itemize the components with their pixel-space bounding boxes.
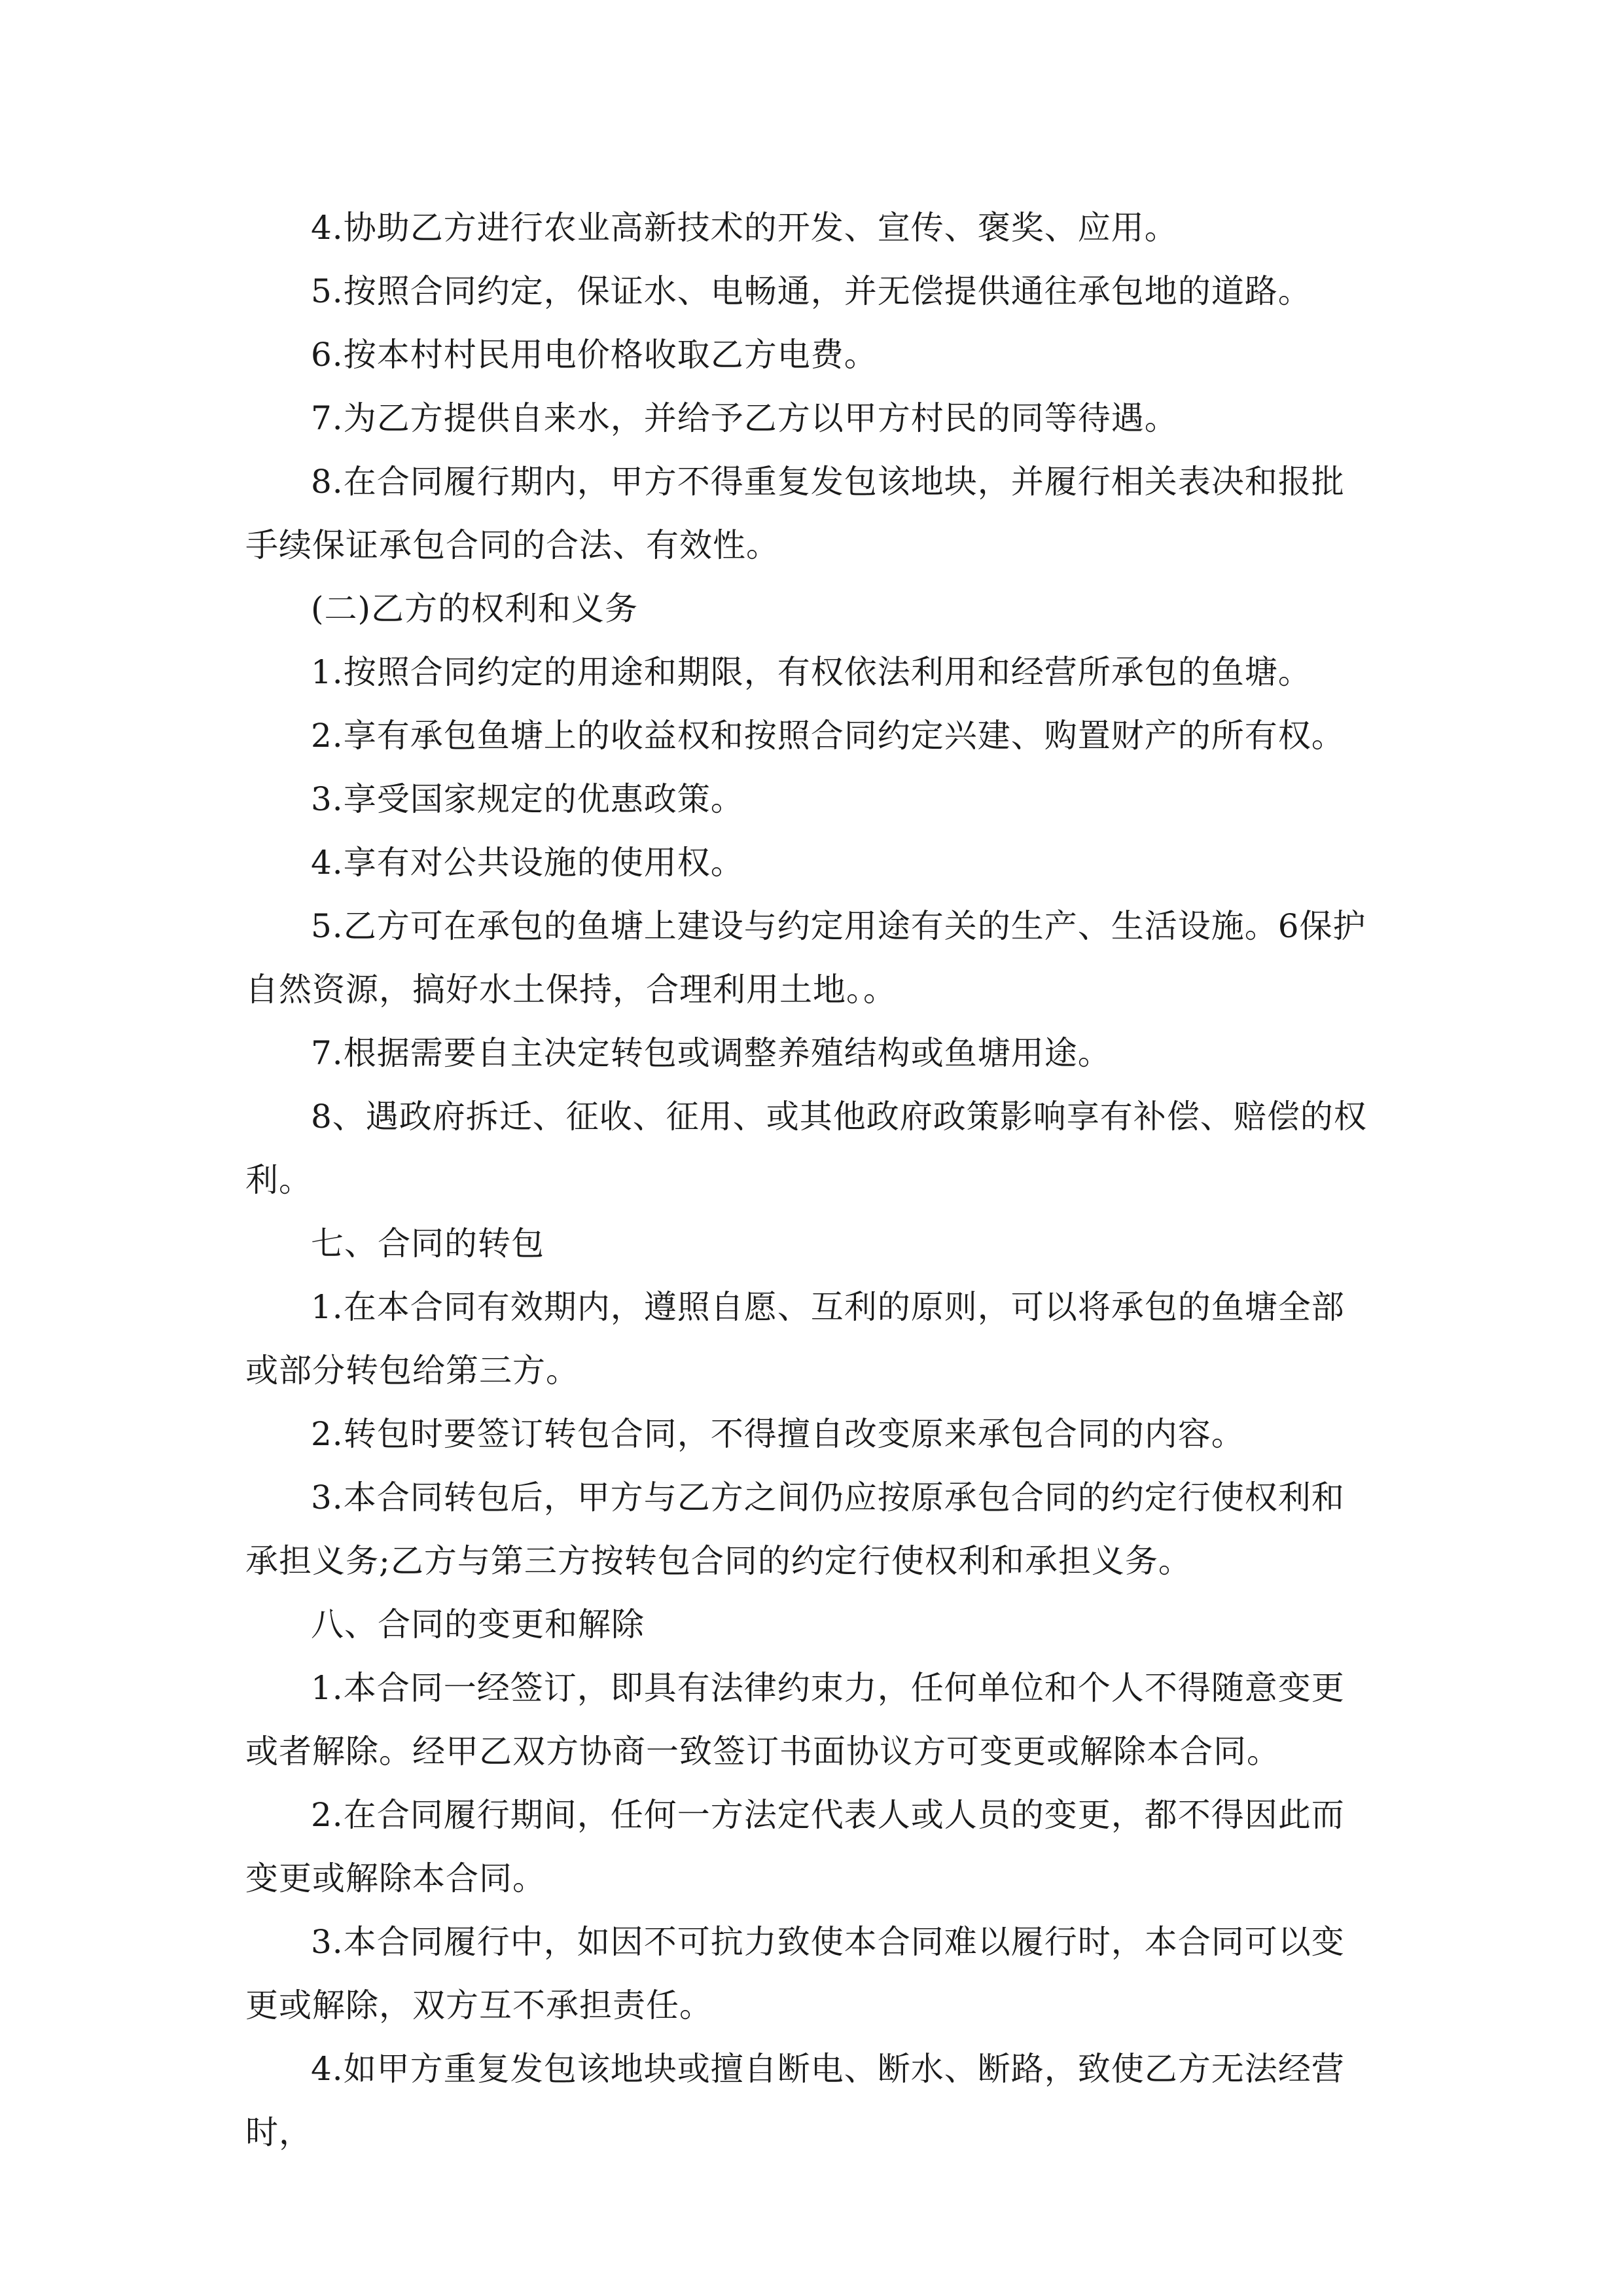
paragraph: 6.按本村村民用电价格收取乙方电费。 [311, 336, 878, 374]
paragraph: 3.享受国家规定的优惠政策。 [311, 780, 744, 818]
paragraph: 5.乙方可在承包的鱼塘上建设与约定用途有关的生产、生活设施。6保护自然资源，搞好水土保持，合理利用土地。。 [245, 907, 1366, 1009]
paragraph: 3.本合同转包后，甲方与乙方之间仍应按原承包合同的约定行使权利和承担义务;乙方与第三方按转包合同的约定行使权利和承担义务。 [245, 1479, 1345, 1580]
paragraph: 2.享有承包鱼塘上的收益权和按照合同约定兴建、购置财产的所有权。 [311, 717, 1345, 755]
paragraph: 7.为乙方提供自来水，并给予乙方以甲方村民的同等待遇。 [311, 399, 1178, 437]
section-heading: (二)乙方的权利和义务 [311, 590, 639, 628]
paragraph: 4.如甲方重复发包该地块或擅自断电、断水、断路，致使乙方无法经营时， [245, 2050, 1345, 2151]
paragraph: 2.转包时要签订转包合同，不得擅自改变原来承包合同的内容。 [311, 1415, 1245, 1453]
paragraph: 8.在合同履行期内，甲方不得重复发包该地块，并履行相关表决和报批手续保证承包合同的合法、有效性。 [245, 463, 1345, 564]
paragraph: 3.本合同履行中，如因不可抗力致使本合同难以履行时，本合同可以变更或解除，双方互不承担责任。 [245, 1923, 1345, 2024]
paragraph: 1.在本合同有效期内，遵照自愿、互利的原则，可以将承包的鱼塘全部或部分转包给第三方。 [245, 1288, 1345, 1390]
paragraph: 2.在合同履行期间，任何一方法定代表人或人员的变更，都不得因此而变更或解除本合同。 [245, 1796, 1345, 1897]
paragraph: 4.享有对公共设施的使用权。 [311, 844, 744, 882]
paragraph: 5.按照合同约定，保证水、电畅通，并无偿提供通往承包地的道路。 [311, 272, 1311, 310]
paragraph: 7.根据需要自主决定转包或调整养殖结构或鱼塘用途。 [311, 1034, 1111, 1072]
paragraph: 1.按照合同约定的用途和期限，有权依法利用和经营所承包的鱼塘。 [311, 653, 1311, 691]
section-heading: 七、合同的转包 [311, 1225, 544, 1263]
paragraph: 8、遇政府拆迁、征收、征用、或其他政府政策影响享有补偿、赔偿的权利。 [245, 1098, 1367, 1199]
section-heading: 八、合同的变更和解除 [311, 1605, 645, 1643]
paragraph: 1.本合同一经签订，即具有法律约束力，任何单位和个人不得随意变更或者解除。经甲乙双方协商一致签订书面协议方可变更或解除本合同。 [245, 1669, 1345, 1770]
document-body [245, 196, 1378, 2164]
paragraph: 4.协助乙方进行农业高新技术的开发、宣传、褒奖、应用。 [311, 209, 1178, 247]
